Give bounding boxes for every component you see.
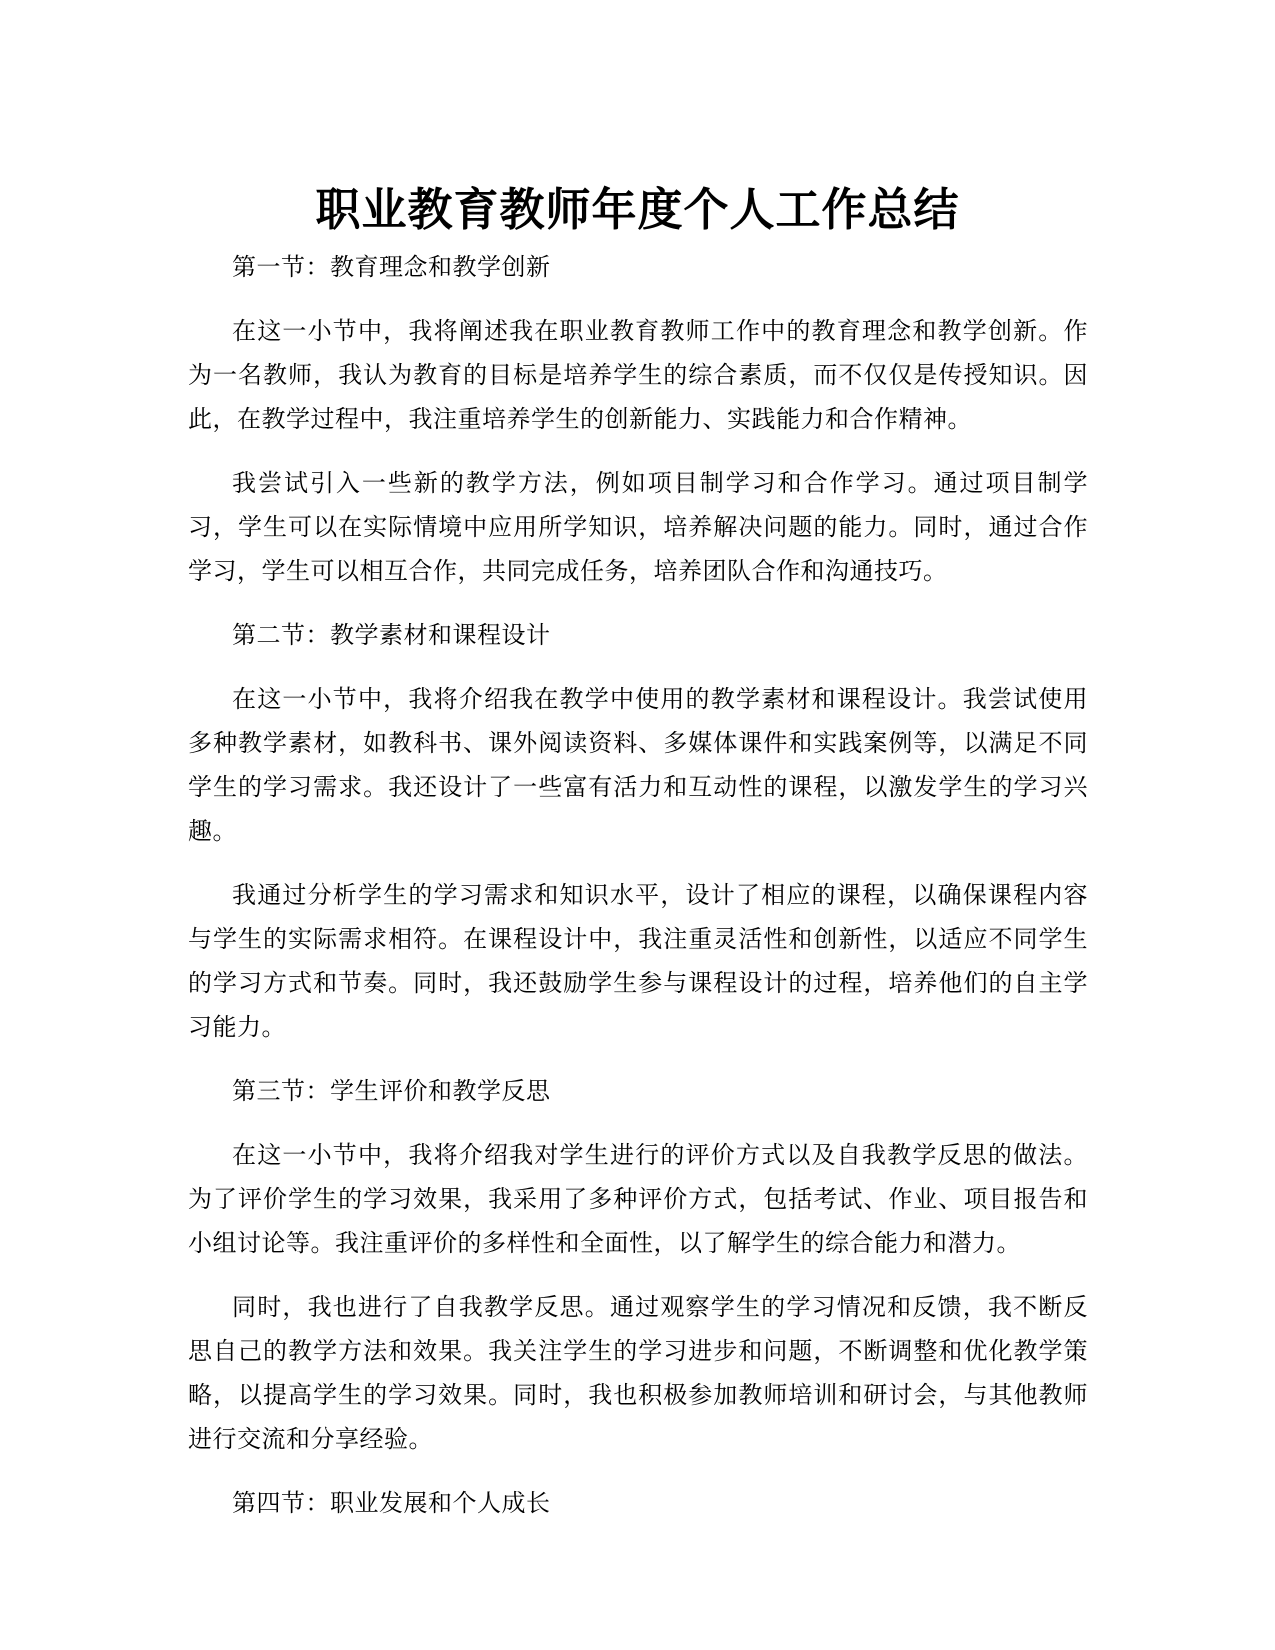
paragraph: 我尝试引入一些新的教学方法，例如项目制学习和合作学习。通过项目制学习，学生可以在实际情境中应用所学知识，培养解决问题的能力。同时，通过合作学习，学生可以相互合作，共同完成任务，培养团队合作和沟通技巧。 (188, 469, 1088, 585)
section-heading-3: 第三节：学生评价和教学反思 (232, 1077, 551, 1105)
paragraph: 在这一小节中，我将阐述我在职业教育教师工作中的教育理念和教学创新。作为一名教师，我认为教育的目标是培养学生的综合素质，而不仅仅是传授知识。因此，在教学过程中，我注重培养学生的创新能力、实践能力和合作精神。 (188, 317, 1088, 433)
paragraph: 同时，我也进行了自我教学反思。通过观察学生的学习情况和反馈，我不断反思自己的教学方法和效果。我关注学生的学习进步和问题，不断调整和优化教学策略，以提高学生的学习效果。同时，我也积极参加教师培训和研讨会，与其他教师进行交流和分享经验。 (188, 1293, 1088, 1453)
document-body (188, 245, 1088, 1545)
section-heading-1: 第一节：教育理念和教学创新 (232, 253, 551, 281)
section-heading-4: 第四节：职业发展和个人成长 (232, 1489, 551, 1517)
section-heading-2: 第二节：教学素材和课程设计 (232, 621, 551, 649)
document-title: 职业教育教师年度个人工作总结 (315, 183, 960, 237)
paragraph: 在这一小节中，我将介绍我对学生进行的评价方式以及自我教学反思的做法。为了评价学生的学习效果，我采用了多种评价方式，包括考试、作业、项目报告和小组讨论等。我注重评价的多样性和全面性，以了解学生的综合能力和潜力。 (188, 1141, 1088, 1257)
paragraph: 我通过分析学生的学习需求和知识水平，设计了相应的课程，以确保课程内容与学生的实际需求相符。在课程设计中，我注重灵活性和创新性，以适应不同学生的学习方式和节奏。同时，我还鼓励学生参与课程设计的过程，培养他们的自主学习能力。 (188, 881, 1088, 1041)
paragraph: 在这一小节中，我将介绍我在教学中使用的教学素材和课程设计。我尝试使用多种教学素材，如教科书、课外阅读资料、多媒体课件和实践案例等，以满足不同学生的学习需求。我还设计了一些富有活力和互动性的课程，以激发学生的学习兴趣。 (188, 685, 1088, 845)
